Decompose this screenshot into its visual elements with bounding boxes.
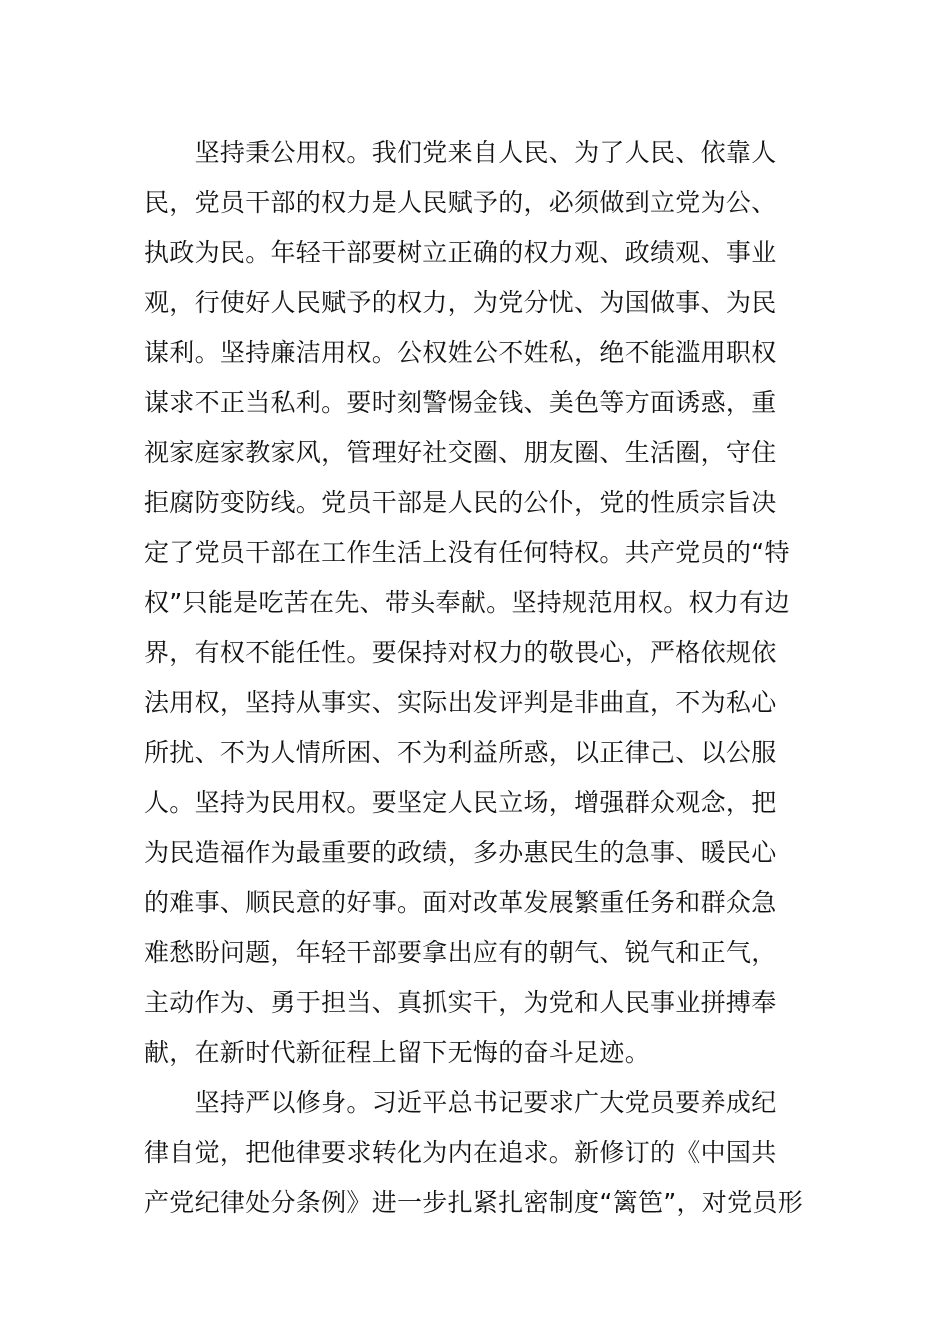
text-line: 视家庭家教家风，管理好社交圈、朋友圈、生活圈，守住 bbox=[144, 438, 777, 467]
text-line: 难愁盼问题，年轻干部要拿出应有的朝气、锐气和正气， bbox=[144, 938, 777, 967]
text-line: 坚持秉公用权。我们党来自人民、为了人民、依靠人 bbox=[144, 138, 777, 167]
text-line: 坚持严以修身。习近平总书记要求广大党员要养成纪 bbox=[144, 1088, 777, 1117]
text-line: 主动作为、勇于担当、真抓实干，为党和人民事业拼搏奉 bbox=[144, 988, 777, 1017]
text-line: 拒腐防变防线。党员干部是人民的公仆，党的性质宗旨决 bbox=[144, 488, 777, 517]
document-body bbox=[144, 128, 806, 1228]
text-line: 法用权，坚持从事实、实际出发评判是非曲直，不为私心 bbox=[144, 688, 777, 717]
text-line: 律自觉，把他律要求转化为内在追求。新修订的《中国共 bbox=[144, 1138, 777, 1167]
paragraph-power bbox=[144, 128, 806, 1078]
text-line: 民，党员干部的权力是人民赋予的，必须做到立党为公、 bbox=[144, 188, 777, 217]
text-line: 执政为民。年轻干部要树立正确的权力观、政绩观、事业 bbox=[144, 238, 777, 267]
text-line: 产党纪律处分条例》进一步扎紧扎密制度“篱笆”，对党员形 bbox=[144, 1188, 804, 1217]
text-line: 界，有权不能任性。要保持对权力的敬畏心，严格依规依 bbox=[144, 638, 777, 667]
text-line: 献，在新时代新征程上留下无悔的奋斗足迹。 bbox=[144, 1038, 651, 1067]
text-line: 定了党员干部在工作生活上没有任何特权。共产党员的“特 bbox=[144, 538, 790, 567]
text-line: 谋利。坚持廉洁用权。公权姓公不姓私，绝不能滥用职权 bbox=[144, 338, 777, 367]
text-line: 所扰、不为人情所困、不为利益所惑，以正律己、以公服 bbox=[144, 738, 777, 767]
text-line: 谋求不正当私利。要时刻警惕金钱、美色等方面诱惑，重 bbox=[144, 388, 777, 417]
paragraph-self-discipline bbox=[144, 1078, 806, 1228]
text-line: 权”只能是吃苦在先、带头奉献。坚持规范用权。权力有边 bbox=[144, 588, 790, 617]
text-line: 观，行使好人民赋予的权力，为党分忧、为国做事、为民 bbox=[144, 288, 777, 317]
text-line: 的难事、顺民意的好事。面对改革发展繁重任务和群众急 bbox=[144, 888, 777, 917]
text-line: 人。坚持为民用权。要坚定人民立场，增强群众观念，把 bbox=[144, 788, 777, 817]
text-line: 为民造福作为最重要的政绩，多办惠民生的急事、暖民心 bbox=[144, 838, 777, 867]
